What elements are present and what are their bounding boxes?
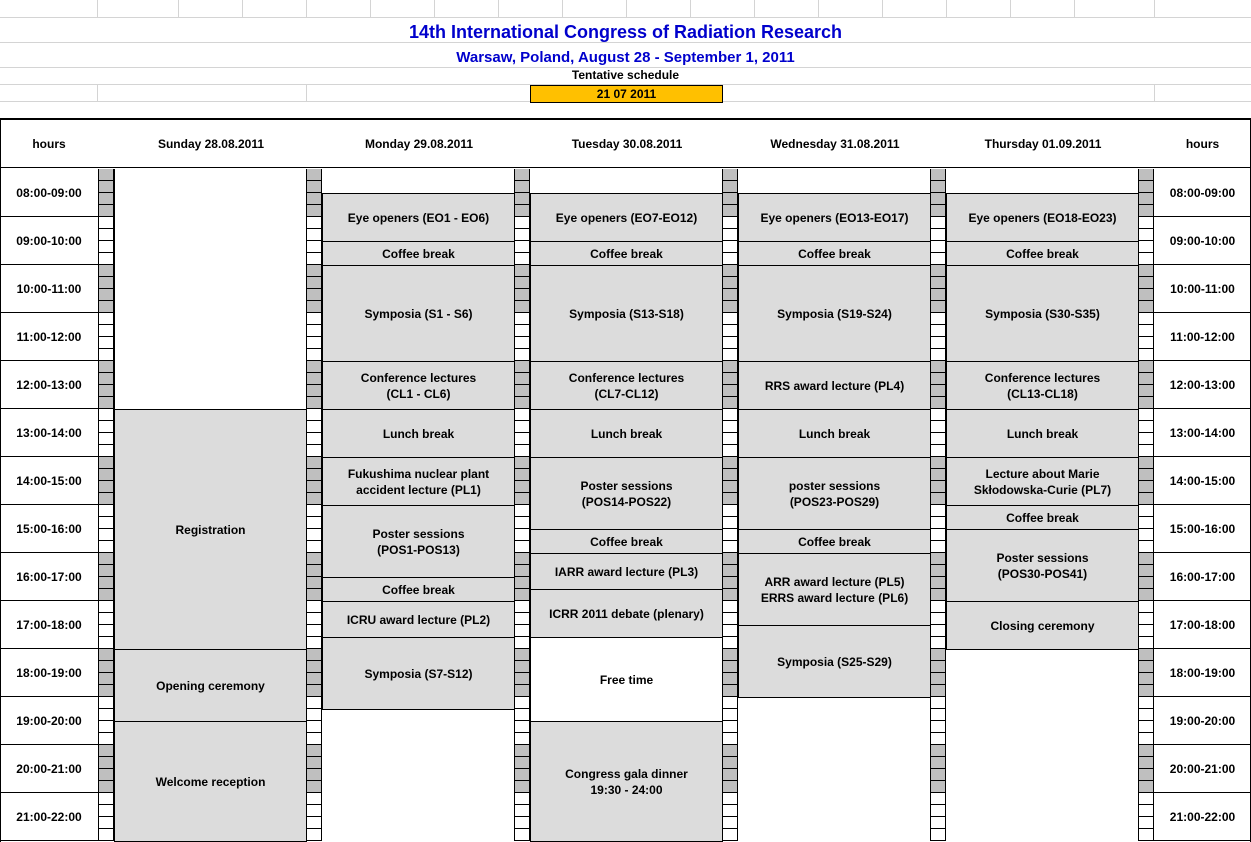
schedule-label: Tentative schedule bbox=[571, 68, 680, 82]
event-lectures-mon[interactable]: Conference lectures (CL1 - CL6) bbox=[322, 361, 515, 410]
event-symposia-mon[interactable]: Symposia (S1 - S6) bbox=[322, 265, 515, 362]
event-poster-tue[interactable]: Poster sessions (POS14-POS22) bbox=[530, 457, 723, 530]
hour-label-right: 16:00-17:00 bbox=[1154, 553, 1251, 601]
event-coffee-thu-2[interactable]: Coffee break bbox=[946, 505, 1139, 530]
event-lunch-wed[interactable]: Lunch break bbox=[738, 409, 931, 458]
hour-label-left: 10:00-11:00 bbox=[0, 265, 98, 313]
hour-label-left: 15:00-16:00 bbox=[0, 505, 98, 553]
event-arr-errs-lectures[interactable]: ARR award lecture (PL5) ERRS award lecture (PL6) bbox=[738, 553, 931, 626]
time-ruler bbox=[930, 169, 946, 841]
event-symposia-tue[interactable]: Symposia (S13-S18) bbox=[530, 265, 723, 362]
hour-label-left: 20:00-21:00 bbox=[0, 745, 98, 793]
hour-label-right: 12:00-13:00 bbox=[1154, 361, 1251, 409]
event-iarr-lecture[interactable]: IARR award lecture (PL3) bbox=[530, 553, 723, 590]
event-registration[interactable]: Registration bbox=[114, 409, 307, 650]
hour-label-right: 13:00-14:00 bbox=[1154, 409, 1251, 457]
hour-label-right: 17:00-18:00 bbox=[1154, 601, 1251, 649]
event-symposia-mon-2[interactable]: Symposia (S7-S12) bbox=[322, 637, 515, 710]
event-marie-curie-lecture[interactable]: Lecture about Marie Skłodowska-Curie (PL7) bbox=[946, 457, 1139, 506]
hour-label-right: 21:00-22:00 bbox=[1154, 793, 1251, 841]
event-coffee-mon-2[interactable]: Coffee break bbox=[322, 577, 515, 602]
tuesday-header: Tuesday 30.08.2011 bbox=[514, 120, 740, 168]
event-lectures-thu[interactable]: Conference lectures (CL13-CL18) bbox=[946, 361, 1139, 410]
hour-label-right: 11:00-12:00 bbox=[1154, 313, 1251, 361]
monday-header: Monday 29.08.2011 bbox=[306, 120, 532, 168]
event-coffee-wed-2[interactable]: Coffee break bbox=[738, 529, 931, 554]
hour-label-right: 08:00-09:00 bbox=[1154, 169, 1251, 217]
hour-label-left: 21:00-22:00 bbox=[0, 793, 98, 841]
hour-label-right: 10:00-11:00 bbox=[1154, 265, 1251, 313]
event-welcome-reception[interactable]: Welcome reception bbox=[114, 721, 307, 842]
event-symposia-wed-2[interactable]: Symposia (S25-S29) bbox=[738, 625, 931, 698]
event-icru-lecture[interactable]: ICRU award lecture (PL2) bbox=[322, 601, 515, 638]
event-coffee-mon-1[interactable]: Coffee break bbox=[322, 241, 515, 266]
event-symposia-thu[interactable]: Symposia (S30-S35) bbox=[946, 265, 1139, 362]
hour-label-left: 16:00-17:00 bbox=[0, 553, 98, 601]
hour-label-left: 09:00-10:00 bbox=[0, 217, 98, 265]
event-symposia-wed[interactable]: Symposia (S19-S24) bbox=[738, 265, 931, 362]
event-eye-openers-thu[interactable]: Eye openers (EO18-EO23) bbox=[946, 193, 1139, 242]
event-eye-openers-tue[interactable]: Eye openers (EO7-EO12) bbox=[530, 193, 723, 242]
event-closing-ceremony[interactable]: Closing ceremony bbox=[946, 601, 1139, 650]
hour-label-left: 08:00-09:00 bbox=[0, 169, 98, 217]
event-poster-wed[interactable]: poster sessions (POS23-POS29) bbox=[738, 457, 931, 530]
event-icrr-debate[interactable]: ICRR 2011 debate (plenary) bbox=[530, 589, 723, 638]
hour-label-left: 12:00-13:00 bbox=[0, 361, 98, 409]
time-ruler bbox=[306, 169, 322, 841]
event-eye-openers-mon[interactable]: Eye openers (EO1 - EO6) bbox=[322, 193, 515, 242]
event-lunch-thu[interactable]: Lunch break bbox=[946, 409, 1139, 458]
hours-header-right: hours bbox=[1154, 120, 1251, 168]
time-ruler bbox=[98, 169, 114, 841]
event-poster-mon[interactable]: Poster sessions (POS1-POS13) bbox=[322, 505, 515, 578]
hours-header-left: hours bbox=[0, 120, 98, 168]
event-eye-openers-wed[interactable]: Eye openers (EO13-EO17) bbox=[738, 193, 931, 242]
hour-label-left: 17:00-18:00 bbox=[0, 601, 98, 649]
event-lunch-tue[interactable]: Lunch break bbox=[530, 409, 723, 458]
hour-label-right: 18:00-19:00 bbox=[1154, 649, 1251, 697]
hour-label-left: 19:00-20:00 bbox=[0, 697, 98, 745]
time-ruler bbox=[1138, 169, 1154, 841]
hour-label-left: 11:00-12:00 bbox=[0, 313, 98, 361]
event-coffee-tue-1[interactable]: Coffee break bbox=[530, 241, 723, 266]
hour-label-left: 18:00-19:00 bbox=[0, 649, 98, 697]
date-stamp[interactable]: 21 07 2011 bbox=[530, 85, 723, 103]
hour-label-right: 09:00-10:00 bbox=[1154, 217, 1251, 265]
event-rrs-lecture[interactable]: RRS award lecture (PL4) bbox=[738, 361, 931, 410]
event-coffee-thu-1[interactable]: Coffee break bbox=[946, 241, 1139, 266]
hour-label-left: 13:00-14:00 bbox=[0, 409, 98, 457]
event-gala-dinner[interactable]: Congress gala dinner 19:30 - 24:00 bbox=[530, 721, 723, 842]
thursday-header: Thursday 01.09.2011 bbox=[930, 120, 1156, 168]
hour-label-right: 14:00-15:00 bbox=[1154, 457, 1251, 505]
time-ruler bbox=[722, 169, 738, 841]
hour-label-left: 14:00-15:00 bbox=[0, 457, 98, 505]
time-ruler bbox=[514, 169, 530, 841]
event-fukushima-lecture[interactable]: Fukushima nuclear plant accident lecture (PL1) bbox=[322, 457, 515, 506]
event-coffee-tue-2[interactable]: Coffee break bbox=[530, 529, 723, 554]
event-coffee-wed-1[interactable]: Coffee break bbox=[738, 241, 931, 266]
congress-title: 14th International Congress of Radiation Research bbox=[408, 22, 843, 42]
sunday-header: Sunday 28.08.2011 bbox=[98, 120, 324, 168]
hour-label-right: 19:00-20:00 bbox=[1154, 697, 1251, 745]
hour-label-right: 20:00-21:00 bbox=[1154, 745, 1251, 793]
event-lectures-tue[interactable]: Conference lectures (CL7-CL12) bbox=[530, 361, 723, 410]
hour-label-right: 15:00-16:00 bbox=[1154, 505, 1251, 553]
event-lunch-mon[interactable]: Lunch break bbox=[322, 409, 515, 458]
wednesday-header: Wednesday 31.08.2011 bbox=[722, 120, 948, 168]
event-free-time[interactable]: Free time bbox=[530, 637, 723, 722]
event-poster-thu[interactable]: Poster sessions (POS30-POS41) bbox=[946, 529, 1139, 602]
congress-subtitle: Warsaw, Poland, August 28 - September 1, 2011 bbox=[456, 49, 795, 66]
event-opening-ceremony[interactable]: Opening ceremony bbox=[114, 649, 307, 722]
